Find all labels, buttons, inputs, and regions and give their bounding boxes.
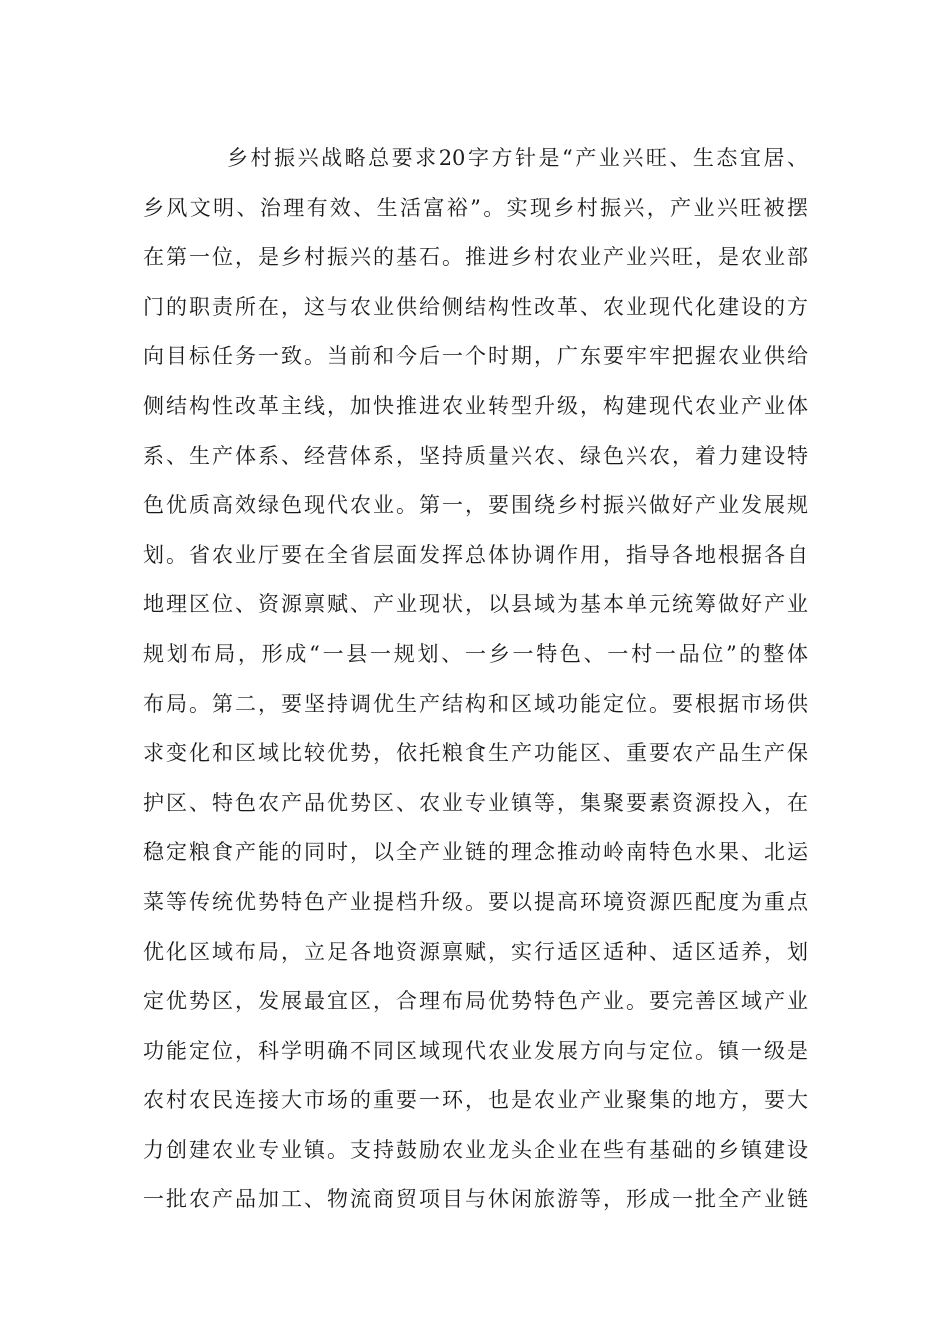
paragraph-line: 系、生产体系、经营体系，坚持质量兴农、绿色兴农，着力建设特 — [143, 443, 808, 468]
paragraph-line: 求变化和区域比较优势，依托粮食生产功能区、重要农产品生产保 — [143, 741, 808, 766]
paragraph-line: 在第一位，是乡村振兴的基石。推进乡村农业产业兴旺，是农业部 — [143, 245, 808, 270]
paragraph-line: 规划布局，形成“一县一规划、一乡一特色、一村一品位”的整体 — [143, 641, 808, 666]
paragraph-line: 稳定粮食产能的同时，以全产业链的理念推动岭南特色水果、北运 — [143, 840, 808, 865]
paragraph-line: 地理区位、资源禀赋、产业现状，以县域为基本单元统筹做好产业 — [143, 592, 808, 617]
paragraph-line: 优化区域布局，立足各地资源禀赋，实行适区适种、适区适养，划 — [143, 939, 808, 964]
paragraph-line: 色优质高效绿色现代农业。第一，要围绕乡村振兴做好产业发展规 — [143, 493, 808, 518]
paragraph-line: 一批农产品加工、物流商贸项目与休闲旅游等，形成一批全产业链 — [143, 1187, 808, 1212]
paragraph-line: 门的职责所在，这与农业供给侧结构性改革、农业现代化建设的方 — [143, 294, 808, 319]
paragraph-line: 侧结构性改革主线，加快推进农业转型升级，构建现代农业产业体 — [143, 393, 808, 418]
paragraph-line: 功能定位，科学明确不同区域现代农业发展方向与定位。镇一级是 — [143, 1038, 808, 1063]
paragraph-line: 农村农民连接大市场的重要一环，也是农业产业聚集的地方，要大 — [143, 1088, 808, 1113]
paragraph-line: 菜等传统优势特色产业提档升级。要以提高环境资源匹配度为重点 — [143, 889, 808, 914]
paragraph-line: 划。省农业厅要在全省层面发挥总体协调作用，指导各地根据各自 — [143, 542, 808, 567]
paragraph-line: 向目标任务一致。当前和今后一个时期，广东要牢牢把握农业供给 — [143, 344, 808, 369]
body-paragraph — [143, 134, 808, 1225]
paragraph-line: 乡村振兴战略总要求20字方针是“产业兴旺、生态宜居、 — [227, 146, 808, 170]
paragraph-line: 乡风文明、治理有效、生活富裕”。实现乡村振兴，产业兴旺被摆 — [143, 195, 808, 220]
paragraph-line: 护区、特色农产品优势区、农业专业镇等，集聚要素资源投入，在 — [143, 790, 808, 815]
paragraph-line: 布局。第二，要坚持调优生产结构和区域功能定位。要根据市场供 — [143, 691, 808, 716]
paragraph-line: 力创建农业专业镇。支持鼓励农业龙头企业在些有基础的乡镇建设 — [143, 1137, 808, 1162]
paragraph-line: 定优势区，发展最宜区，合理布局优势特色产业。要完善区域产业 — [143, 989, 808, 1014]
